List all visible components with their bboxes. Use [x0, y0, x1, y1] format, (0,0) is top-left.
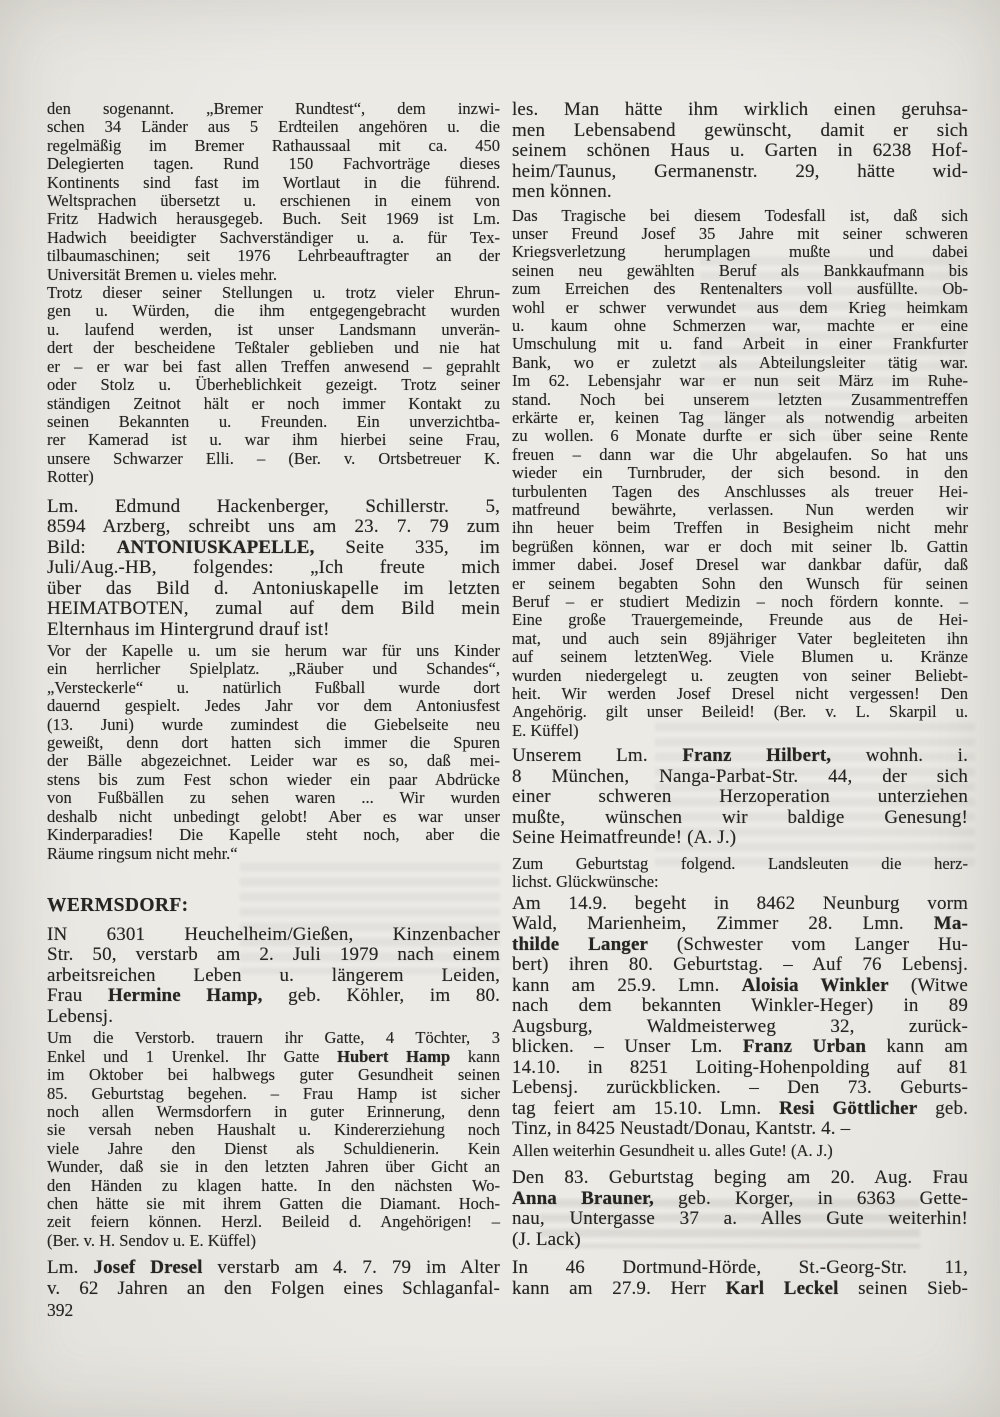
- paragraph: [512, 1142, 968, 1160]
- text-line: dauernd gespielt. Jedes Jahr vor dem Antoniusfest: [47, 696, 500, 716]
- text-line: Lm. Josef Dresel verstarb am 4. 7. 79 im Alter: [47, 1257, 500, 1279]
- text-line: einer schweren Herzoperation unterziehen: [512, 786, 968, 808]
- text-line: lichst. Glückwünsche:: [512, 872, 659, 892]
- text-line: freuen – dann war die Uhr abgelaufen. So hat uns: [512, 444, 968, 464]
- text-line: sie versah neben Haushalt u. Kindererziehung noch: [47, 1120, 500, 1140]
- text-line: den sogenannt. „Bremer Rundtest“, dem inzwi-: [47, 99, 500, 118]
- text-line: thilde Langer (Schwester vom Langer Hu-: [512, 933, 968, 955]
- text-line: Delegierten tagen. Rund 150 Fachvorträge dieses: [47, 154, 500, 174]
- text-line: wurden niedergelegt u. zeugten von seiner Beliebt-: [512, 665, 968, 685]
- paragraph: [512, 1258, 968, 1299]
- text-line: Hadwich beeidigter Sachverständiger u. a. für Tex-: [47, 227, 500, 247]
- text-line: heit. Wir werden Josef Dresel nicht vergessen! Den: [512, 684, 968, 704]
- paragraph: [47, 284, 500, 486]
- text-line: Am 14.9. begeht in 8462 Neunburg vorm: [512, 892, 968, 914]
- text-line: u. kaum ohne Schmerzen war, machte er eine: [512, 315, 968, 335]
- text-line: (Ber. v. H. Sendov u. E. Küffel): [47, 1230, 256, 1250]
- text-column-right: [512, 100, 968, 1299]
- text-line: wohl er schwer verwundet aus dem Krieg heimkam: [512, 297, 968, 317]
- text-line: Allen weiterhin Gesundheit u. alles Gute! (A. J.): [512, 1140, 833, 1160]
- paragraph: [47, 642, 500, 863]
- text-line: seinen Bekannten u. Freunden. Ein unverzichtba-: [47, 411, 500, 431]
- text-line: Elternhaus im Hintergrund drauf ist!: [47, 618, 330, 640]
- text-line: Lebensj.: [47, 1005, 114, 1027]
- text-line: zeit feiern können. Herzl. Beileid d. Angehörigen! –: [47, 1212, 500, 1232]
- text-line: den Händen zu klagen hatte. In den nächsten Wo-: [47, 1175, 500, 1195]
- text-line: Umschulung mit u. fand Arbeit in einer Frankfurter: [512, 334, 968, 354]
- text-line: Tinz, in 8425 Neustadt/Donau, Kantstr. 4. –: [512, 1118, 851, 1140]
- text-line: über das Bild d. Antoniuskapelle im letzten: [47, 577, 500, 599]
- text-line: unser Freund Josef 35 Jahre mit seiner schweren: [512, 223, 968, 243]
- text-line: kann am 27.9. Herr Karl Leckel seinen Sieb-: [512, 1277, 968, 1299]
- text-line: tag feiert am 15.10. Lmn. Resi Göttlicher geb.: [512, 1097, 969, 1119]
- text-line: 8 München, Nanga-Parbat-Str. 44, der sich: [512, 765, 968, 787]
- text-line: nach dem bekannten Winkler-Heger) in 89: [512, 995, 968, 1017]
- text-line: Unserem Lm. Franz Hilbert, wohnh. i.: [512, 745, 968, 767]
- text-line: IN 6301 Heuchelheim/Gießen, Kinzenbacher: [47, 923, 500, 945]
- text-line: mat, und auch sein 89jähriger Vater begleiteten ihn: [512, 628, 968, 648]
- text-line: chen hätte sie mit ihrem Gatten die Diamant. Hoch-: [47, 1194, 500, 1214]
- text-line: men können.: [512, 181, 612, 202]
- text-line: Anna Brauner, geb. Korger, in 6363 Gette-: [512, 1187, 968, 1209]
- paragraph: [47, 1029, 500, 1250]
- text-line: auf seinem letztenWeg. Viele Blumen u. Kränze: [512, 647, 968, 667]
- text-column-left: [47, 100, 500, 1299]
- text-line: immer dabei. Josef Dresel war dankbar dafür, daß: [512, 555, 968, 575]
- text-line: Den 83. Geburtstag beging am 20. Aug. Frau: [512, 1167, 968, 1188]
- text-line: Kontinents sind fast im Wortlaut in die führend.: [47, 172, 500, 192]
- paragraph: [512, 100, 968, 203]
- text-line: von Fußbällen zu sehen waren ... Wir wurden: [47, 788, 500, 808]
- text-line: Vor der Kapelle u. um sie herum war für uns Kinder: [47, 641, 500, 661]
- text-line: gen u. Würden, die ihm entgegengebracht wurden: [47, 301, 500, 321]
- text-line: mußte, wünschen wir baldige Genesung!: [512, 806, 968, 828]
- text-line: Das Tragische bei diesem Todesfall ist, daß sich: [512, 205, 968, 225]
- text-line: schen 34 Länder aus 5 Erdteilen angehören u. die: [47, 117, 500, 137]
- text-line: dert der bescheidene Teßtaler geblieben und nie hat: [47, 338, 500, 358]
- text-line: Lebensj. zurückblicken. – Den 73. Geburts-: [512, 1077, 968, 1099]
- text-line: 8594 Arzberg, schreibt uns am 23. 7. 79 zum: [47, 516, 500, 538]
- text-line: Kinderparadies! Die Kapelle steht noch, aber die: [47, 825, 500, 845]
- text-line: v. 62 Jahren an den Folgen eines Schlaganfal-: [47, 1277, 500, 1299]
- text-line: „Versteckerle“ u. natürlich Fußball wurde dort: [47, 677, 500, 697]
- text-line: Seine Heimatfreunde! (A. J.): [512, 827, 737, 849]
- text-line: Räume ringsum nicht mehr.“: [47, 843, 238, 863]
- text-line: In 46 Dortmund-Hörde, St.-Georg-Str. 11,: [512, 1257, 968, 1278]
- text-line: HEIMATBOTEN, zumal auf dem Bild mein: [47, 598, 500, 620]
- text-line: (13. Juni) wurde zumindest die Giebelseite neu: [47, 714, 500, 734]
- text-line: Lm. Edmund Hackenberger, Schillerstr. 5,: [47, 495, 500, 517]
- text-line: deshalb nicht unbedingt gelobt! Aber es war unser: [47, 806, 500, 826]
- paragraph: [47, 100, 500, 284]
- text-line: ständigen Zeitnot hält er noch immer Kontakt zu: [47, 393, 500, 413]
- text-line: ihn heuer beim Treffen in Besigheim nicht mehr: [512, 518, 968, 538]
- text-line: zu wollen. 6 Monate durfte er sich über seine Rente: [512, 426, 968, 446]
- text-line: er seinem begabten Sohn den Wunsch für seinen: [512, 573, 968, 593]
- text-line: heim/Taunus, Germanenstr. 29, hätte wid-: [512, 160, 968, 182]
- text-line: Frau Hermine Hamp, geb. Köhler, im 80.: [47, 985, 501, 1007]
- text-line: stens bis zum Fest schon wieder ein paar Abdrücke: [47, 769, 500, 789]
- text-line: seinem schönen Haus u. Garten in 6238 Hof-: [512, 140, 968, 161]
- text-line: Weltsprachen übersetzt u. erschienen in einem von: [47, 191, 500, 211]
- text-line: noch allen Wermsdorfern in guter Erinnerung, denn: [47, 1102, 500, 1122]
- text-line: bert) ihren 80. Geburtstag. – Auf 76 Lebensj.: [512, 954, 968, 976]
- text-line: unsere Schwarzer Elli. – (Ber. v. Ortsbetreuer K.: [47, 448, 500, 468]
- text-line: viele Jahre den Dienst als Schuldienerin. Kein: [47, 1138, 500, 1158]
- text-line: begrüßen können, war er doch mit seiner lb. Gattin: [512, 536, 968, 556]
- text-line: 85. Geburtstag begehen. – Frau Hamp ist sicher: [47, 1083, 500, 1103]
- text-line: Eine große Trauergemeinde, Freunde aus de Hei-: [512, 610, 968, 630]
- text-line: Zum Geburtstag folgend. Landsleuten die herz-: [512, 853, 968, 873]
- text-line: regelmäßig im Bremer Rathaussaal mit ca. 450: [47, 135, 500, 155]
- text-line: er – er war bei fast allen Treffen anwesend – geprahlt: [47, 356, 500, 376]
- text-line: rer Kamerad ist u. war ihm hierbei seine Frau,: [47, 430, 500, 450]
- text-line: Bild: ANTONIUSKAPELLE, Seite 335, im: [47, 536, 500, 558]
- text-line: les. Man hätte ihm wirklich einen geruhsa-: [512, 99, 968, 120]
- text-line: Trotz dieser seiner Stellungen u. trotz vieler Ehrun-: [47, 283, 500, 303]
- text-line: Augsburg, Waldmeisterweg 32, zurück-: [512, 1015, 968, 1037]
- section-heading: [47, 895, 500, 917]
- paragraph: [512, 855, 968, 892]
- text-line: Beruf – er studiert Medizin – noch fördern konnte. –: [512, 592, 968, 612]
- text-line: wieder ein Turnbruder, der sich besond. in den: [512, 463, 968, 483]
- text-line: u. laufend werden, ist unser Landsmann unverän-: [47, 319, 500, 339]
- paragraph: [512, 894, 968, 1140]
- paragraph: [512, 207, 968, 741]
- text-line: ein herrlicher Spielplatz. „Räuber und Schandes“,: [47, 659, 500, 679]
- text-line: nau, Untergasse 37 a. Alles Gute weiterhin!: [512, 1208, 968, 1229]
- text-line: zum Erreichen des Rentenalters voll ausfüllte. Ob-: [512, 279, 968, 299]
- text-line: geweißt, denn dort hatten sich immer die Spuren: [47, 733, 500, 753]
- text-line: seinen neu gewählten Beruf als Bankkaufmann bis: [512, 260, 968, 280]
- text-line: Wald, Marienheim, Zimmer 28. Lmn. Ma-: [512, 913, 968, 935]
- text-line: Um die Verstorb. trauern ihr Gatte, 4 Töchter, 3: [47, 1028, 500, 1048]
- text-line: E. Küffel): [512, 720, 579, 740]
- text-line: 14.10. in 8251 Loiting-Hohenpolding auf 81: [512, 1056, 968, 1078]
- paragraph: [47, 497, 500, 641]
- text-line: kann am 25.9. Lmn. Aloisia Winkler (Witwe: [512, 974, 968, 996]
- text-line: Fritz Hadwich herausgegeb. Buch. Seit 1969 ist Lm.: [47, 209, 500, 229]
- text-line: (J. Lack): [512, 1228, 581, 1250]
- text-line: turbulenten Tagen des Anschlusses als treuer Hei-: [512, 481, 968, 501]
- paragraph: [512, 746, 968, 849]
- text-line: Angehörig. gilt unser Beileid! (Ber. v. L. Skarpil u.: [512, 702, 968, 722]
- text-line: erkärte er, keinen Tag länger als notwendig arbeiten: [512, 407, 968, 427]
- text-line: oder Stolz u. Überheblichkeit gezeigt. Trotz seiner: [47, 375, 500, 395]
- text-line: Im 62. Lebensjahr war er nun seit März im Ruhe-: [512, 371, 968, 391]
- text-line: Str. 50, verstarb am 2. Juli 1979 nach einem: [47, 944, 500, 966]
- text-line: Enkel und 1 Urenkel. Ihr Gatte Hubert Hamp kann: [47, 1046, 500, 1066]
- text-line: arbeitsreichen Leben u. längerem Leiden,: [47, 964, 500, 986]
- text-line: men Lebensabend gewünscht, damit er sich: [512, 119, 968, 141]
- paragraph: [47, 925, 500, 1028]
- page-number: 392: [47, 1300, 74, 1320]
- text-line: Universität Bremen u. vieles mehr.: [47, 264, 278, 284]
- text-line: Bank, wo er zuletzt als Abteilungsleiter tätig war.: [512, 352, 968, 372]
- text-line: Juli/Aug.-HB, folgendes: „Ich freute mich: [47, 557, 500, 579]
- text-line: Rotter): [47, 467, 94, 487]
- text-line: der Bälle abgezeichnet. Leider war es so, daß mei-: [47, 751, 500, 771]
- text-line: Kriegsverletzung herumplagen mußte und dabei: [512, 242, 968, 262]
- text-line: stand. Noch bei unserem letzten Zusammentreffen: [512, 389, 968, 409]
- paragraph: [47, 1258, 500, 1299]
- text-line: matfreund bewährte, verlassen. Nun werden wir: [512, 500, 968, 519]
- text-line: blicken. – Unser Lm. Franz Urban kann am: [512, 1036, 968, 1058]
- text-line: tilbaumaschinen; seit 1976 Lehrbeauftragter an der: [47, 246, 500, 266]
- text-line: WERMSDORF:: [47, 894, 189, 916]
- paragraph: [512, 1168, 968, 1250]
- text-line: Wunder, daß sie in den letzten Jahren über Gicht an: [47, 1157, 500, 1177]
- text-line: im Oktober bei halbwegs guter Gesundheit seinen: [47, 1065, 500, 1085]
